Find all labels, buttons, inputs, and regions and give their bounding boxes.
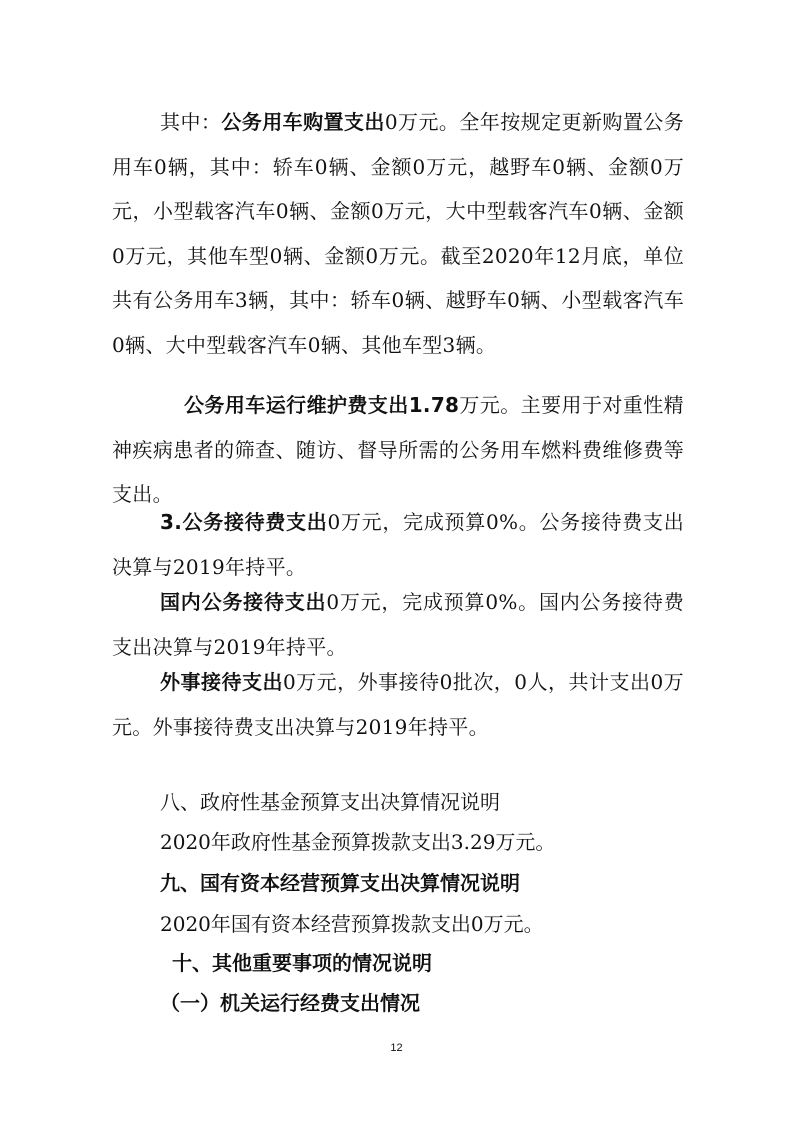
paragraph-lead: 其中： — [160, 110, 222, 134]
paragraph-bold-term: 国内公务接待支出 — [160, 590, 327, 614]
page-number: 12 — [390, 1042, 403, 1054]
paragraph-bold-term: 公务用车运行维护费支出1.78 — [184, 393, 460, 417]
vehicle-maintenance-paragraph — [112, 383, 684, 517]
paragraph-bold-term: 公务用车购置支出 — [221, 110, 385, 134]
foreign-reception-paragraph — [112, 660, 684, 749]
paragraph-bold-term: 外事接待支出 — [160, 670, 283, 694]
vehicle-purchase-paragraph — [112, 100, 684, 368]
section-9-heading: 九、国有资本经营预算支出决算情况说明 — [160, 871, 520, 895]
section-8-text: 2020年政府性基金预算拨款支出3.29万元。 — [160, 830, 556, 854]
paragraph-text: 0万元。全年按规定更新购置公务用车0辆，其中：轿车0辆、金额0万元，越野车0辆、金额0万元，小型载客汽车0辆、金额0万元，大中型载客汽车0辆、金额0万元，其他车型0辆、金额0万元。截至2020年12月底，单位共有公务用车3辆，其中：轿车0辆、越野车0辆、小型载客汽车0辆、大中型载客汽车0辆、其他车型3辆。 — [112, 110, 685, 357]
section-8-heading: 八、政府性基金预算支出决算情况说明 — [160, 790, 500, 814]
section-9-text: 2020年国有资本经营预算拨款支出0万元。 — [160, 912, 544, 936]
reception-expense-paragraph — [112, 500, 684, 589]
paragraph-text: 0万元，完成预算0%。国内公务接待费支出决算与2019年持平。 — [112, 590, 684, 659]
paragraph-text: 万元。主要用于对重性精神疾病患者的筛查、随访、督导所需的公务用车燃料费维修费等支出。 — [112, 393, 684, 507]
domestic-reception-paragraph — [112, 580, 684, 669]
paragraph-bold-term: 3.公务接待费支出 — [160, 510, 328, 534]
paragraph-text: 0万元，外事接待0批次，0人，共计支出0万元。外事接待费支出决算与2019年持平。 — [112, 670, 684, 739]
section-10-heading: 十、其他重要事项的情况说明 — [172, 951, 432, 975]
section-10-subheading: （一）机关运行经费支出情况 — [160, 991, 420, 1015]
paragraph-text: 0万元，完成预算0%。公务接待费支出决算与2019年持平。 — [112, 510, 684, 579]
